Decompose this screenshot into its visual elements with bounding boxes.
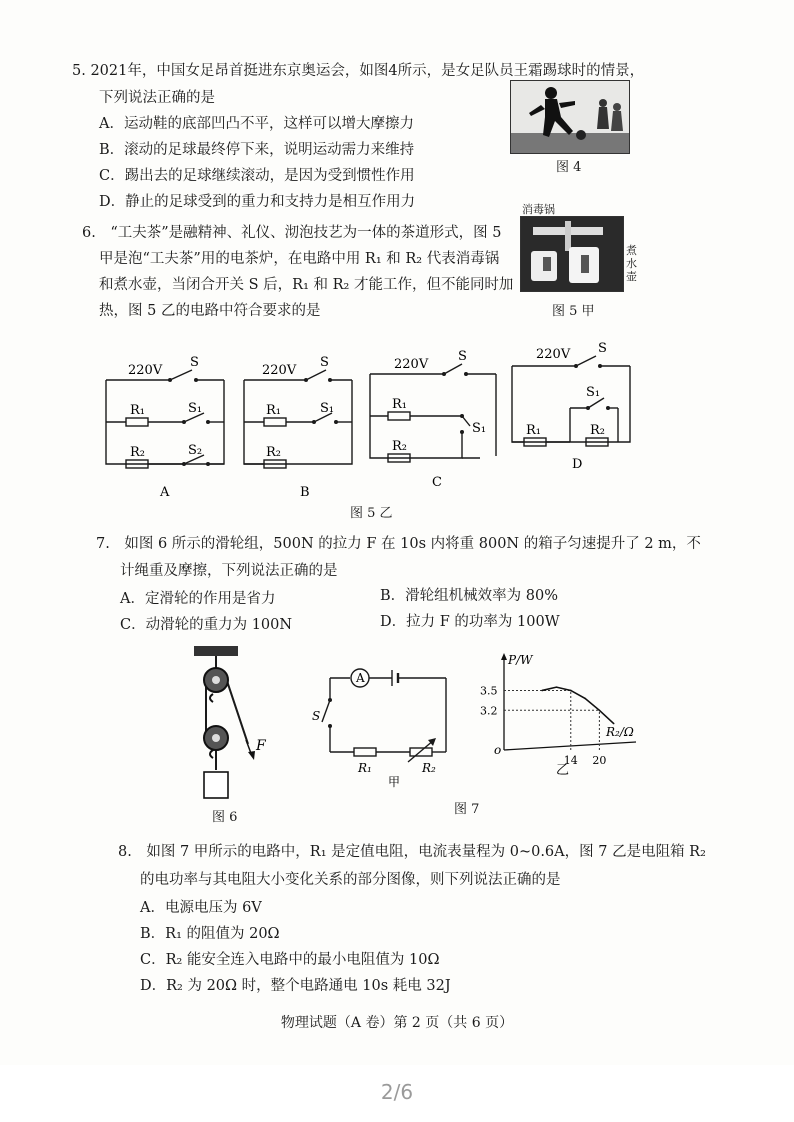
circuit-b-r2: R₂	[266, 445, 281, 460]
circuit-a-voltage: 220V	[128, 363, 163, 378]
circuit-a-switch-s: S	[190, 355, 199, 370]
fig7-switch-label: S	[312, 709, 321, 723]
q5-option-b: B．滚动的足球最终停下来，说明运动需力来维持	[99, 142, 415, 158]
y-tick-label: 3.5	[480, 684, 498, 698]
q6-stem-line4: 热，图 5 乙的电路中符合要求的是	[99, 303, 321, 319]
figure-5-photo-label-side: 煮水壶	[626, 244, 637, 283]
figure-7-yi-chart	[470, 650, 640, 780]
data-point	[584, 698, 586, 700]
data-point	[570, 690, 572, 692]
circuit-d-voltage: 220V	[536, 347, 571, 362]
q7-option-d: D．拉力 F 的功率为 100W	[380, 614, 560, 630]
q5-stem-line2: 下列说法正确的是	[99, 90, 215, 106]
circuit-a-label: A	[160, 485, 170, 500]
figure-5-jia-photo	[520, 216, 624, 292]
figure-5-yi-caption: 图 5 乙	[350, 506, 393, 521]
q8-stem-line2: 的电功率与其电阻大小变化关系的部分图像，则下列说法正确的是	[140, 872, 561, 888]
q8-stem-line1: 8. 如图 7 甲所示的电路中，R₁ 是定值电阻，电流表量程为 0~0.6A，图 7 乙是电阻箱 R₂	[118, 844, 706, 860]
figure-7-caption: 图 7	[454, 802, 480, 817]
data-point	[556, 686, 558, 688]
x-tick-label: 14	[563, 754, 578, 767]
circuit-d-label: D	[572, 457, 583, 472]
q6-stem-line2: 甲是泡“工夫茶”用的电茶炉，在电路中用 R₁ 和 R₂ 代表消毒锅	[99, 251, 500, 267]
fig7-yi-label: 乙	[556, 763, 570, 778]
q7-stem-line1: 7. 如图 6 所示的滑轮组，500N 的拉力 F 在 10s 内将重 800N 的箱子匀速提升了 2 m，不	[96, 536, 701, 552]
page-footer: 物理试题（A 卷）第 2 页（共 6 页）	[280, 1015, 514, 1031]
q5-option-d: D．静止的足球受到的重力和支持力是相互作用力	[99, 194, 416, 210]
force-label: F	[256, 738, 266, 754]
circuit-d-r2: R₂	[590, 423, 605, 438]
circuit-d-s1: S₁	[586, 385, 601, 400]
ceiling-support	[194, 646, 238, 656]
q8-option-d: D．R₂ 为 20Ω 时，整个电路通电 10s 耗电 32J	[140, 978, 451, 994]
figure-4-caption: 图 4	[556, 160, 582, 175]
circuit-c-r2: R₂	[392, 439, 407, 454]
circuit-b-switch-s: S	[320, 355, 329, 370]
circuit-c-voltage: 220V	[394, 357, 429, 372]
q8-option-b: B．R₁ 的阻值为 20Ω	[140, 926, 280, 942]
q5-option-a: A．运动鞋的底部凹凸不平，这样可以增大摩擦力	[99, 116, 414, 132]
y-axis-label: P/W	[508, 653, 533, 667]
q5-option-c: C．踢出去的足球继续滚动，是因为受到惯性作用	[99, 168, 415, 184]
data-point	[613, 723, 615, 725]
x-tick-label: 20	[592, 754, 607, 767]
fig7-jia-label: 甲	[388, 775, 401, 789]
fig7-r2-label: R₂	[422, 761, 436, 775]
figure-5-photo-label-top: 消毒锅	[522, 203, 555, 216]
soccer-player-silhouette-icon	[511, 81, 629, 153]
x-axis-label: R₂/Ω	[606, 725, 634, 739]
figure-6-pulley	[180, 646, 280, 806]
circuit-a-r1: R₁	[130, 403, 145, 418]
origin-label: o	[494, 743, 502, 757]
power-curve	[542, 687, 614, 723]
q7-option-b: B．滑轮组机械效率为 80%	[380, 588, 558, 604]
q6-stem-line3: 和煮水壶，当闭合开关 S 后，R₁ 和 R₂ 才能工作，但不能同时加	[99, 277, 514, 293]
q7-option-a: A．定滑轮的作用是省力	[120, 591, 276, 607]
circuit-c-s1: S₁	[472, 421, 487, 436]
circuit-c-label: C	[432, 475, 442, 490]
fig7-r1-label: R₁	[358, 761, 372, 775]
circuit-c-switch-s: S	[458, 349, 467, 364]
circuit-b-voltage: 220V	[262, 363, 297, 378]
tea-stove-icon	[521, 217, 623, 291]
figure-4-photo	[510, 80, 630, 154]
y-axis-arrow-icon	[501, 653, 507, 660]
page-indicator: 2/6	[380, 1080, 414, 1104]
figure-5-jia-caption: 图 5 甲	[552, 304, 595, 319]
circuit-b-label: B	[300, 485, 310, 500]
data-point	[541, 690, 543, 692]
circuit-a-s1: S₁	[188, 401, 203, 416]
q5-stem-line1: 5. 2021年，中国女足昂首挺进东京奥运会，如图4所示，是女足队员王霜踢球时的情景，	[72, 63, 645, 79]
q6-stem-line1: 6. “工夫茶”是融精神、礼仪、沏泡技艺为一体的茶道形式，图 5	[82, 225, 502, 241]
circuit-b-s1: S₁	[320, 401, 335, 416]
ammeter-label: A	[356, 671, 365, 685]
x-axis	[504, 742, 636, 750]
circuit-d-switch-s: S	[598, 341, 607, 356]
q8-option-a: A．电源电压为 6V	[140, 900, 262, 916]
circuit-c-r1: R₁	[392, 397, 407, 412]
box-icon	[204, 772, 228, 798]
data-point	[599, 710, 601, 712]
figure-6-caption: 图 6	[212, 810, 238, 825]
q7-stem-line2: 计绳重及摩擦，下列说法正确的是	[120, 563, 338, 579]
y-tick-label: 3.2	[480, 704, 498, 718]
q7-option-c: C．动滑轮的重力为 100N	[120, 617, 293, 633]
circuit-d-r1: R₁	[526, 423, 541, 438]
figure-7-jia-circuit	[310, 660, 460, 790]
q8-option-c: C．R₂ 能安全连入电路中的最小电阻值为 10Ω	[140, 952, 440, 968]
circuit-a-r2: R₂	[130, 445, 145, 460]
figure-5-yi-circuits	[100, 340, 640, 500]
circuit-a-s2: S₂	[188, 443, 203, 458]
circuit-b-r1: R₁	[266, 403, 281, 418]
